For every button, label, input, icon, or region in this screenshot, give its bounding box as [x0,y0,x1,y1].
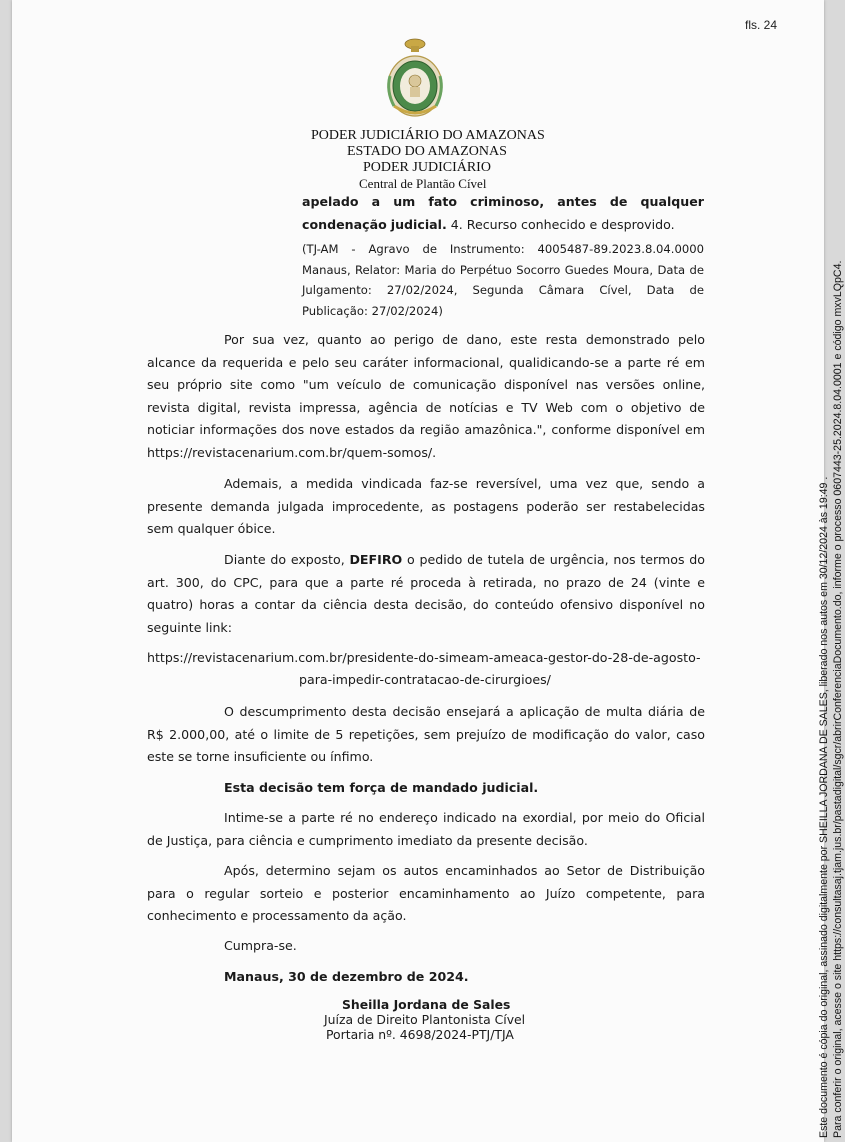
paragraph-reversible: Ademais, a medida vindicada faz-se reversível, uma vez que, sendo a presente demanda julgada improcedente, as postagens poderão ser restabelecidas sem qualquer óbice. [147,476,705,537]
paragraph-danger: Por sua vez, quanto ao perigo de dano, este resta demonstrado pelo alcance da requerida e pelo seu caráter informacional, qualidicando-se a parte ré em seu próprio site como "um veículo de comunicação disponível nas versões online, revista digital, revista impressa, agência de notícias e TV Web com o objetivo de noticiar informações dos nove estados da região amazônica.", conforme disponível em https://revistacenarium.com.br/quem-somos/. [147,332,705,460]
page-number: fls. 24 [745,18,778,32]
header-line-2: ESTADO DO AMAZONAS [347,144,507,159]
decision-text-start: Diante do exposto, [224,552,350,567]
link-line-1[interactable]: https://revistacenarium.com.br/presidente-do-simeam-ameaca-gestor-do-28-de-agosto- [147,650,701,665]
mandate-text: Esta decisão tem força de mandado judicial. [224,780,539,795]
paragraph-decision [147,549,705,639]
court-emblem-icon [382,36,448,124]
quote-citation: (TJ-AM - Agravo de Instrumento: 4005487-89.2023.8.04.0000 Manaus, Relator: Maria do Perpétuo Socorro Guedes Moura, Data de Julgamento: 27/02/2024, Segunda Câmara Cível, Data de Publicação: 27/02/2024) [302,242,704,318]
paragraph-fine: O descumprimento desta decisão ensejará a aplicação de multa diária de R$ 2.000,00, até o limite de 5 repetições, sem prejuízo de modificação do valor, caso este se torne insuficiente ou ínfimo. [147,704,705,765]
side-note-line-2: Para conferir o original, acesse o site https://consultasaj.tjam.jus.br/pastadigital/sgcr/abrirConferenciaDocumento.do, informe o processo 0607443-25.2024.8.04.0001 e código mxvLQpC4. [831,260,844,1138]
quote-paragraph [302,191,704,236]
side-note-line-1: Este documento é cópia do original, assinado digitalmente por SHEILLA JORDANA DE SALES, liberado nos autos em 30/12/2024 às 19:49 . [818,476,830,1138]
paragraph-summon: Intime-se a parte ré no endereço indicado na exordial, por meio do Oficial de Justiça, para ciência e cumprimento imediato da presente decisão. [147,810,705,848]
paragraph-forward: Após, determino sejam os autos encaminhados ao Setor de Distribuição para o regular sorteio e posterior encaminhamento ao Juízo competente, para conhecimento e processamento da ação. [147,863,705,924]
header-line-4: Central de Plantão Cível [359,176,487,191]
paragraph-execute: Cumpra-se. [224,938,297,953]
header-line-1: PODER JUDICIÁRIO DO AMAZONAS [311,128,545,143]
digital-signature-note [818,106,845,1138]
document-page [12,0,844,1142]
signature-ordinance: Portaria nº. 4698/2024-PTJ/TJA [326,1027,514,1042]
paragraph-mandate [224,777,538,800]
signature-role: Juíza de Direito Plantonista Cível [324,1012,526,1027]
signature-name: Sheilla Jordana de Sales [342,997,511,1012]
decision-text-end: o pedido de tutela de urgência, nos termos do art. 300, do CPC, para que a parte ré proceda à retirada, no prazo de 24 (vinte e quatro) horas a contar da ciência desta decisão, do conteúdo ofensivo disponível no seguinte link: [147,552,705,635]
quote-line-1: apelado a um fato criminoso, antes de qualquer condenação [302,194,704,232]
quote-bold-fragment: judicial. [390,216,447,232]
decision-date [224,966,469,989]
header-line-3: PODER JUDICIÁRIO [363,160,491,175]
decision-keyword: DEFIRO [349,552,403,567]
date-text: Manaus, 30 de dezembro de 2024. [224,969,469,984]
quote-rest: 4. Recurso conhecido e desprovido. [446,216,675,232]
link-line-2[interactable]: para-impedir-contratacao-de-cirurgioes/ [299,672,551,687]
